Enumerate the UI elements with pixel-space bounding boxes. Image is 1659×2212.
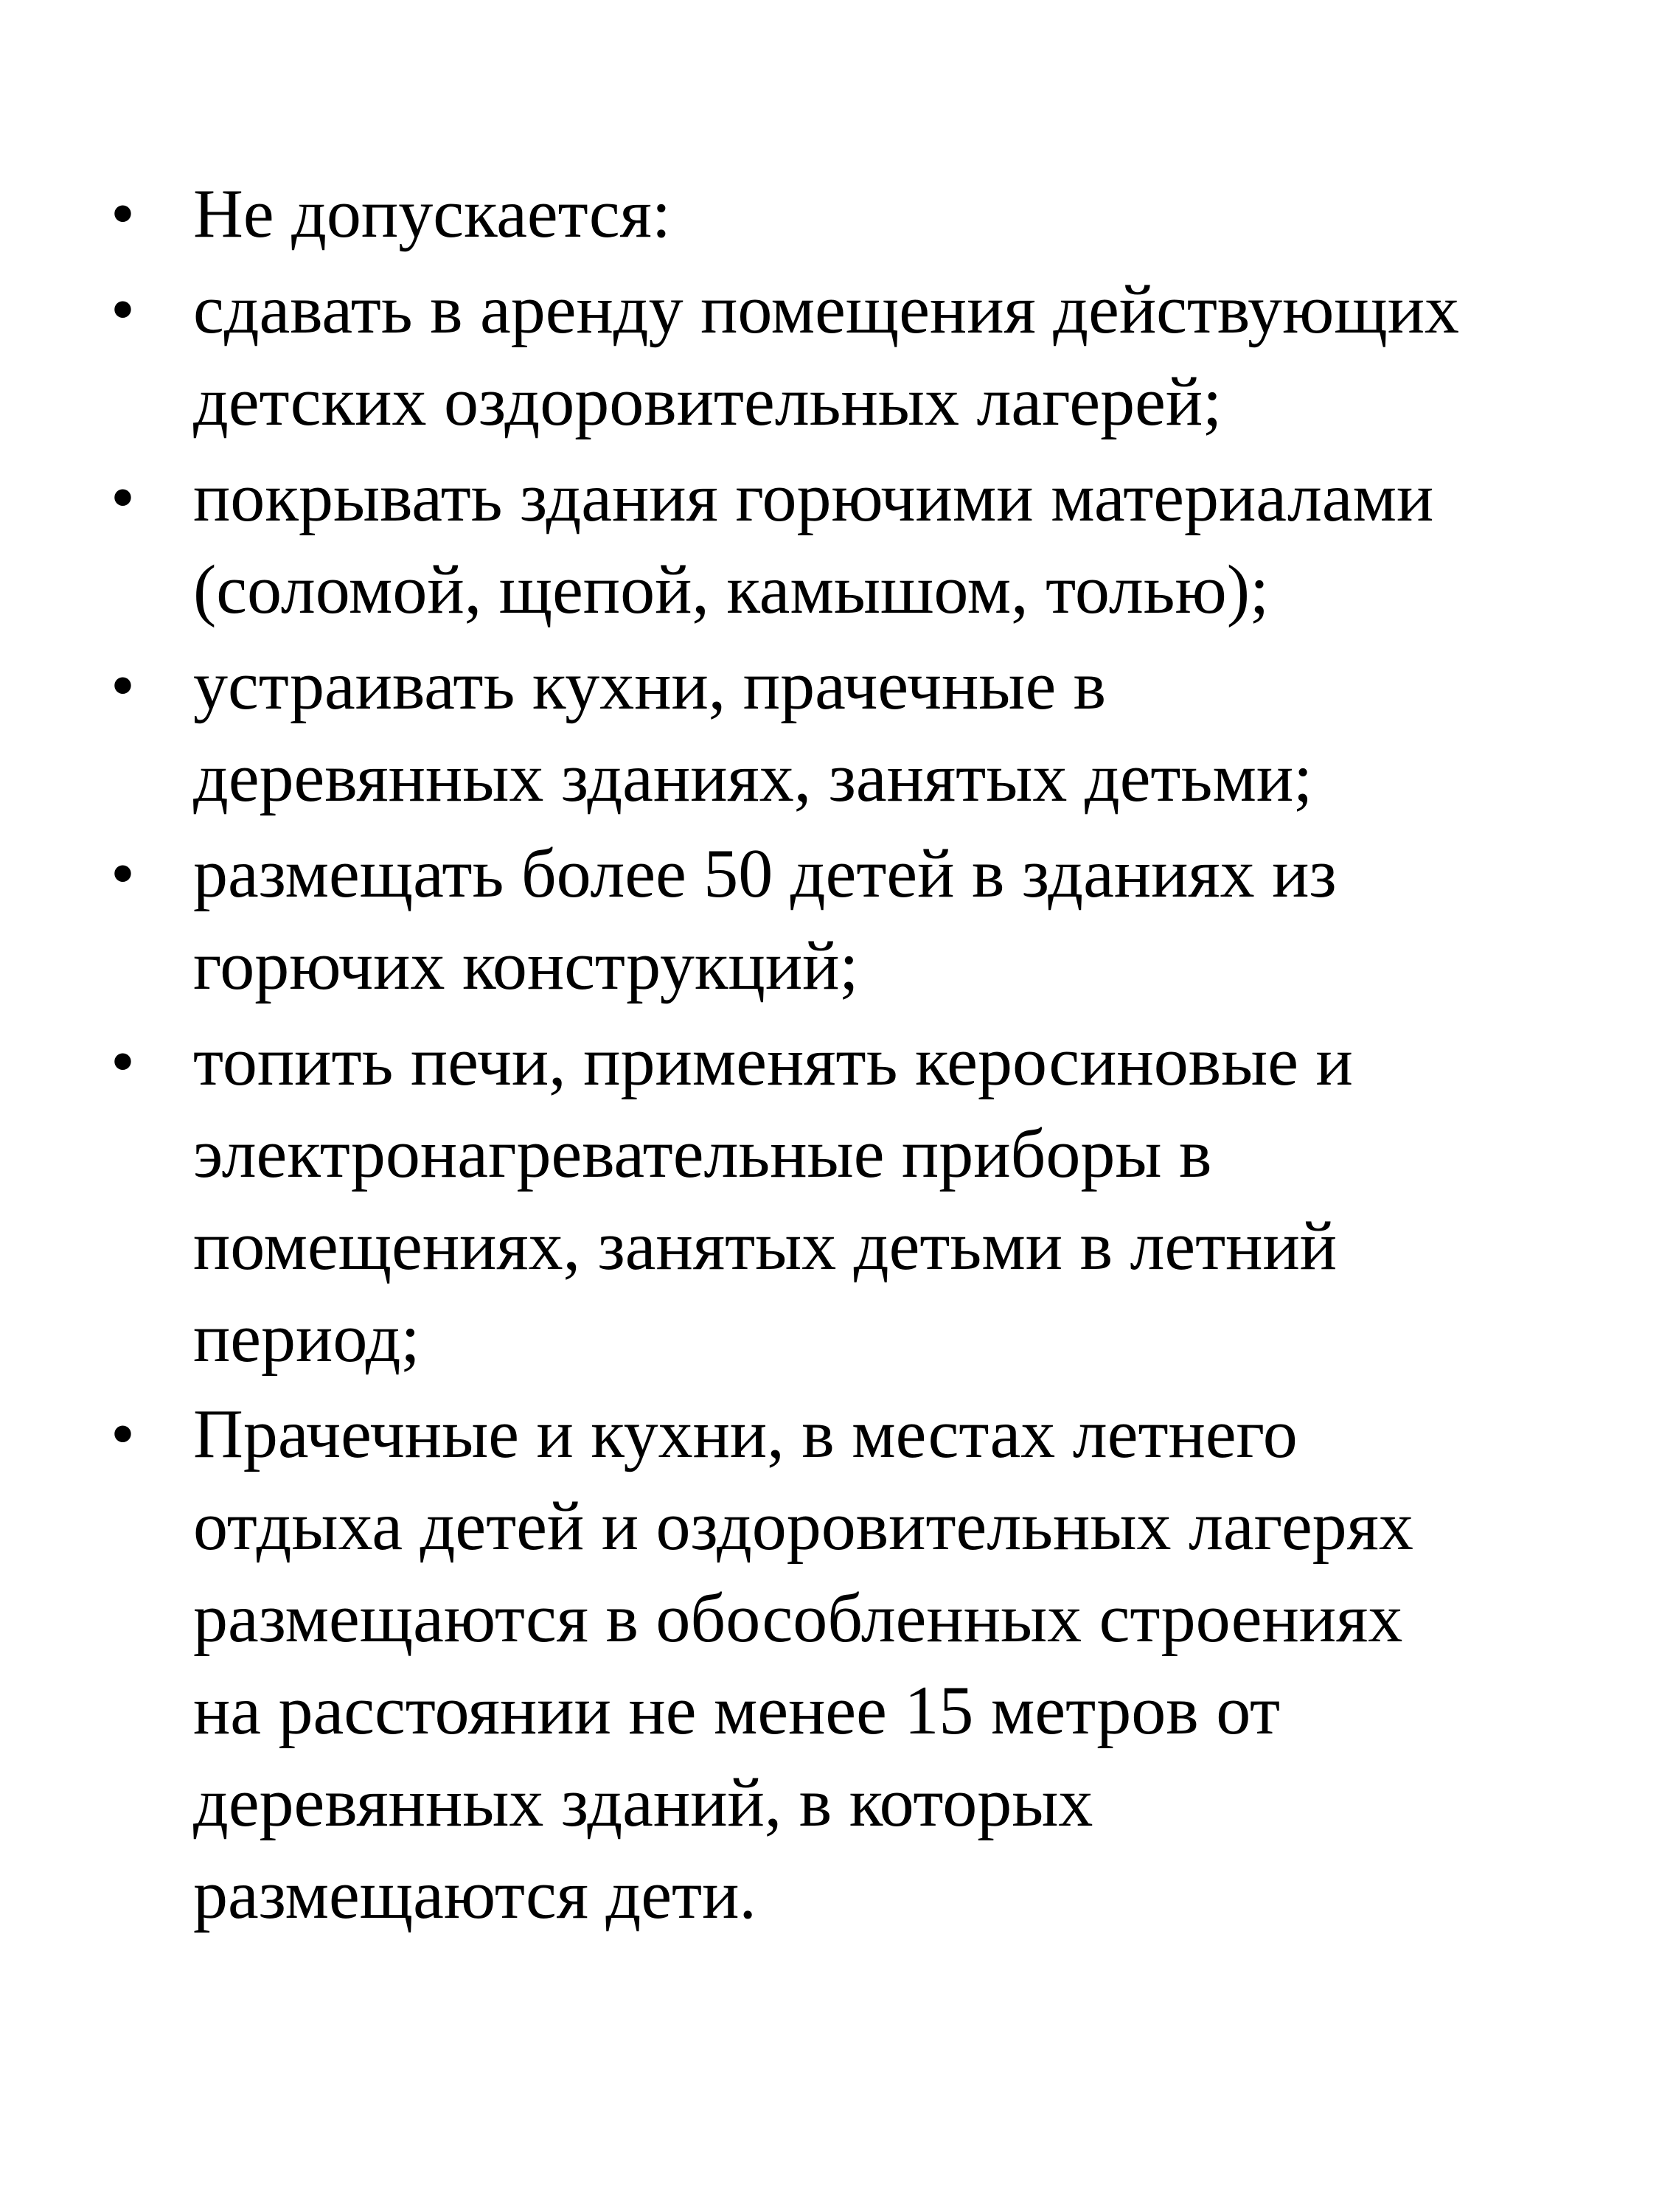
bullet-icon: •	[111, 835, 135, 912]
bullet-icon: •	[111, 1396, 135, 1472]
list-item	[111, 828, 1585, 1012]
list-item-text: покрывать здания горючими материалами (соломой, щепой, камышом, толью);	[193, 459, 1434, 628]
list-item-text: Прачечные и кухни, в местах летнего отдыха детей и оздоровительных лагерях размещаются в обособленных строениях на расстоянии не менее 15 метров от деревянных зданий, в которых размещаются дети.	[193, 1396, 1413, 1933]
list-item-text: размещать более 50 детей в зданиях из горючих конструкций;	[193, 835, 1337, 1004]
bullet-icon: •	[111, 1023, 135, 1100]
bullet-icon: •	[111, 459, 135, 536]
list-item-text: устраивать кухни, прачечные в деревянных зданиях, занятых детьми;	[193, 647, 1313, 816]
bullet-icon: •	[111, 647, 135, 724]
list-item	[111, 640, 1585, 824]
list-item-text: Не допускается:	[193, 175, 671, 252]
bullet-icon: •	[111, 175, 135, 252]
list-item	[111, 264, 1585, 448]
list-item-text: топить печи, применять керосиновые и электронагревательные приборы в помещениях, занятых детьми в летний период;	[193, 1023, 1353, 1377]
list-item	[111, 1016, 1585, 1385]
list-item	[111, 452, 1585, 636]
bullet-icon: •	[111, 271, 135, 348]
list-item-text: сдавать в аренду помещения действующих детских оздоровительных лагерей;	[193, 271, 1460, 440]
list-item	[111, 168, 1585, 260]
list-item	[111, 1388, 1585, 1941]
bullet-list	[111, 168, 1585, 1945]
